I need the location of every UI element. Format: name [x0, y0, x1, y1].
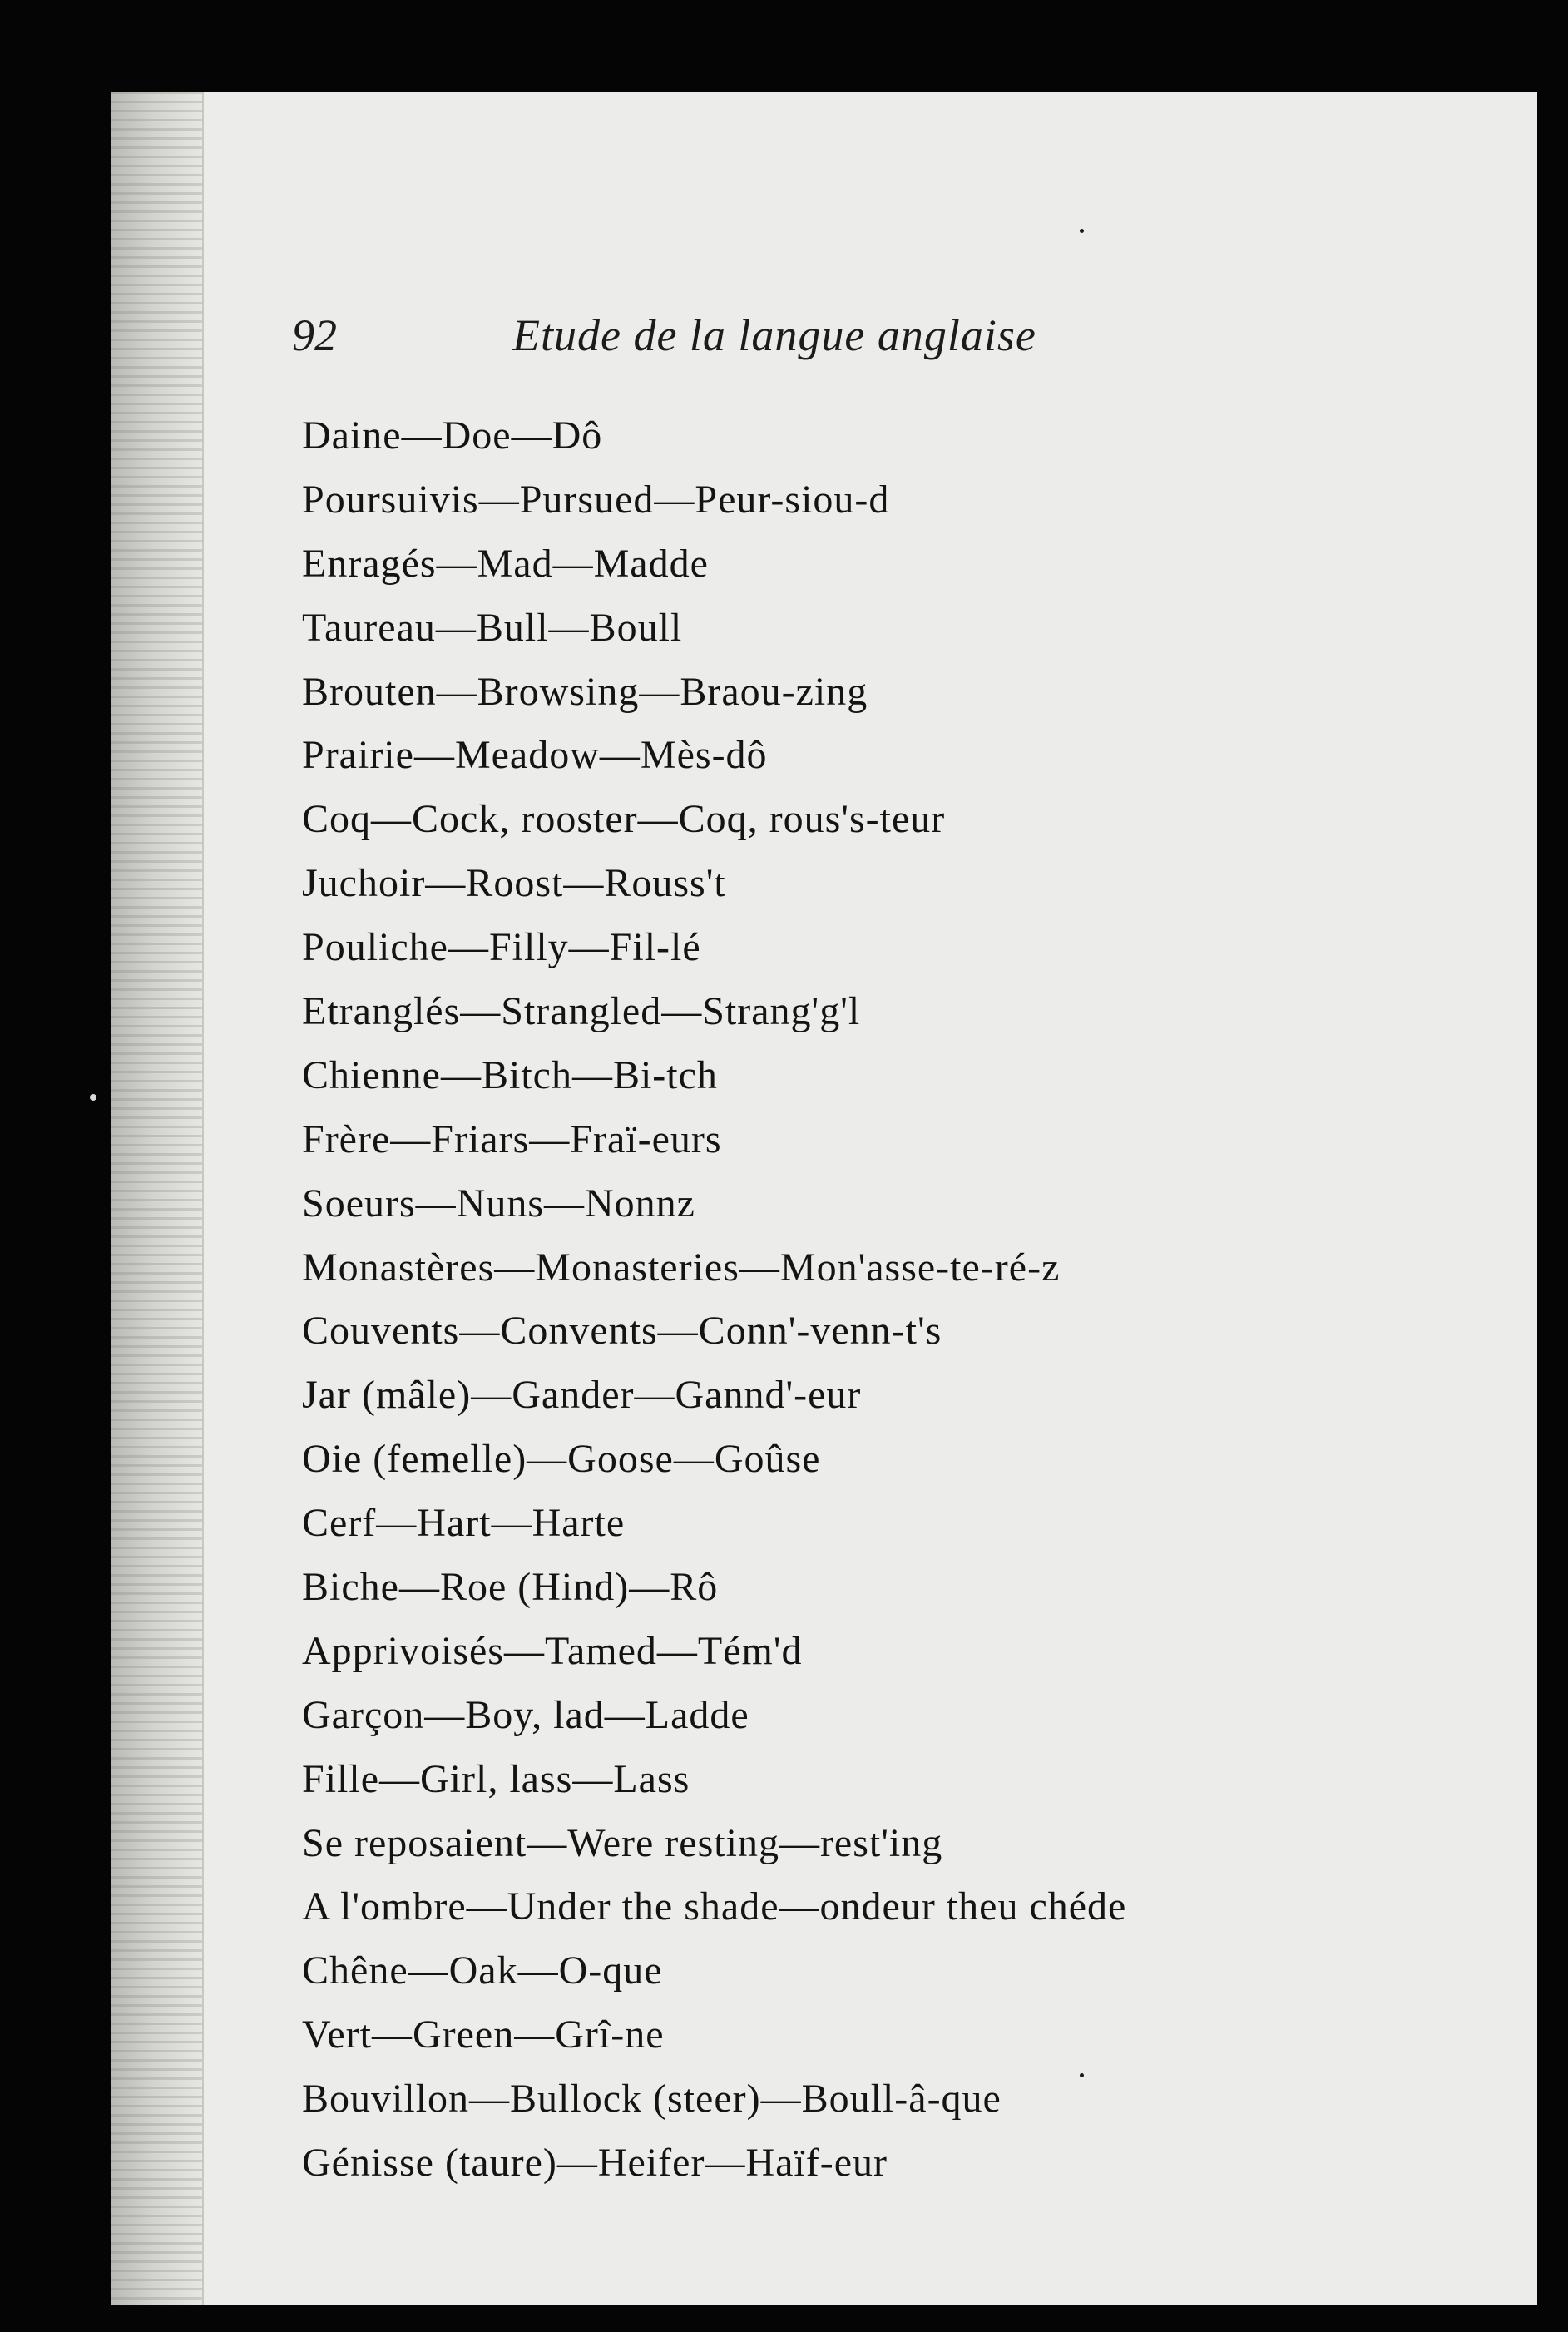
vocab-line: Jar (mâle)—Gander—Gannd'-eur [302, 1373, 862, 1418]
vocab-line: Enragés—Mad—Madde [302, 541, 709, 586]
running-title: Etude de la langue anglaise [512, 310, 1036, 360]
vocab-line: Bouvillon—Bullock (steer)—Boull-â-que [302, 2077, 1002, 2122]
vocab-line: Cerf—Hart—Harte [302, 1501, 626, 1546]
vocab-line: A l'ombre—Under the shade—ondeur theu chéde [302, 1884, 1127, 1929]
page-gutter [111, 92, 202, 2305]
page-header [111, 309, 1537, 368]
vocab-line: Pouliche—Filly—Fil-lé [302, 925, 701, 970]
vocab-line: Frère—Friars—Fraï-eurs [302, 1116, 722, 1161]
page-number: 92 [292, 310, 337, 360]
vocab-line: Chêne—Oak—O-que [302, 1948, 663, 1993]
vocab-line: Couvents—Convents—Conn'-venn-t's [302, 1309, 942, 1354]
vocab-line: Génisse (taure)—Heifer—Haïf-eur [302, 2141, 888, 2186]
vocabulary-list [302, 404, 1508, 2196]
vocab-line: Juchoir—Roost—Rouss't [302, 861, 726, 906]
page-edge [202, 92, 204, 2305]
vocab-line: Fille—Girl, lass—Lass [302, 1756, 690, 1801]
book-page [111, 92, 1537, 2305]
vocab-line: Soeurs—Nuns—Nonnz [302, 1181, 695, 1225]
ink-speck [1080, 229, 1084, 233]
vocab-line: Monastères—Monasteries—Mon'asse-te-ré-z [302, 1245, 1061, 1290]
vocab-line: Coq—Cock, rooster—Coq, rous's-teur [302, 797, 946, 842]
vocab-line: Oie (femelle)—Goose—Goûse [302, 1437, 821, 1482]
vocab-line: Taureau—Bull—Boull [302, 605, 683, 650]
vocab-line: Prairie—Meadow—Mès-dô [302, 733, 768, 778]
vocab-line: Biche—Roe (Hind)—Rô [302, 1565, 719, 1610]
vocab-line: Garçon—Boy, lad—Ladde [302, 1692, 749, 1737]
vocab-line: Etranglés—Strangled—Strang'g'l [302, 989, 861, 1034]
vocab-line: Poursuivis—Pursued—Peur-siou-d [302, 477, 890, 522]
vocab-line: Vert—Green—Grî-ne [302, 2013, 665, 2057]
vocab-line: Apprivoisés—Tamed—Tém'd [302, 1628, 803, 1673]
vocab-line: Se reposaient—Were resting—rest'ing [302, 1820, 943, 1865]
margin-speck [90, 1094, 96, 1101]
vocab-line: Chienne—Bitch—Bi-tch [302, 1052, 718, 1097]
ink-speck [1080, 2073, 1084, 2077]
vocab-line: Daine—Doe—Dô [302, 413, 603, 458]
vocab-line: Brouten—Browsing—Braou-zing [302, 669, 868, 714]
